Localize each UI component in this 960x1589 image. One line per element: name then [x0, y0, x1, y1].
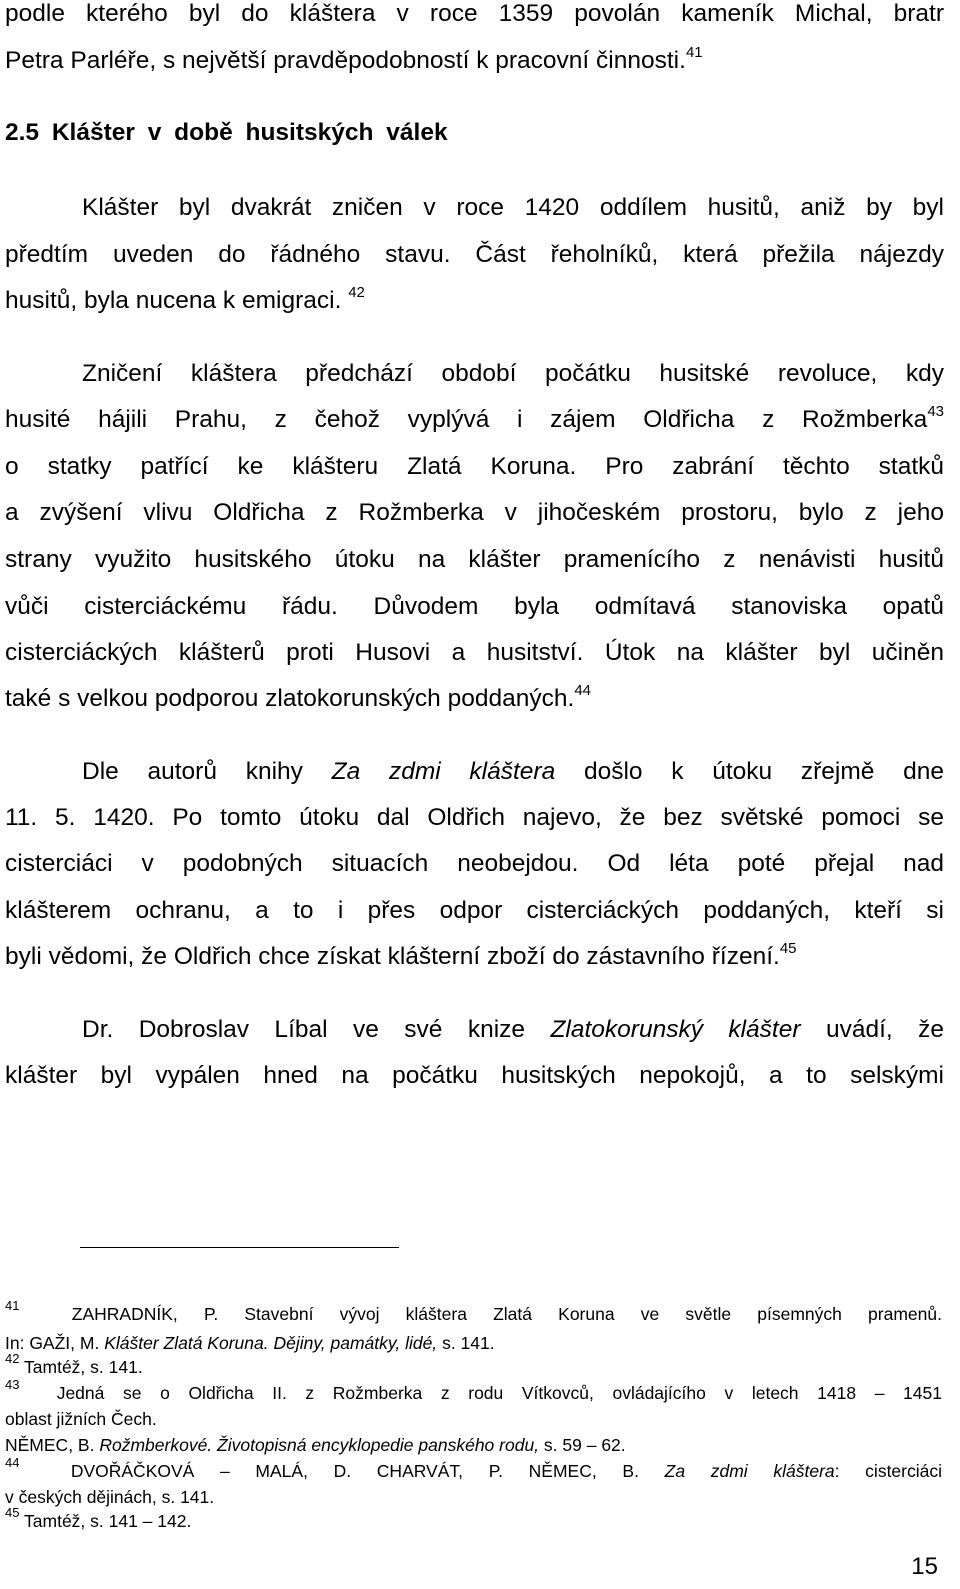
paragraph-3-line-1: Dle autorů knihy Za zdmi kláštera došlo k útoku zřejmě dne — [82, 758, 945, 785]
paragraph-3-line-5: byli vědomi, že Oldřich chce získat klášterní zboží do zástavního řízení.$^{45}$ — [5, 939, 797, 970]
footnote-ref-43[interactable]: 43 — [927, 402, 944, 420]
paragraph-2-line-5: strany využito husitského útoku na klášter pramenícího z nenávisti husitů — [5, 546, 944, 573]
top-paragraph-line-1: podle kterého byl do kláštera v roce 1359 povolán kameník Michal, bratr — [5, 0, 944, 27]
footnote-43-line-1: $^{43}$ Jedná se o Oldřicha II. z Rožmberka z rodu Vítkovců, ovládajícího v letech 1418 – 1451 — [5, 1377, 942, 1403]
paragraph-3-line-3: cisterciáci v podobných situacích neobejdou. Od léta poté přejal nad — [5, 850, 944, 877]
footnote-44-line-2: v českých dějinách, s. 141. — [5, 1487, 215, 1507]
footnote-number-45: 45 — [5, 1505, 20, 1521]
paragraph-2-line-2: husité hájili Prahu, z čehož vyplývá i zájem Oldřicha z Rožmberka$^{43}$ — [5, 402, 944, 433]
footnote-41-line-1: $^{41}$ ZAHRADNÍK, P. Stavební vývoj kláštera Zlatá Koruna ve světle písemných pramenů. — [5, 1298, 942, 1324]
footnote-45: $^{45}$ Tamtéž, s. 141 – 142. — [5, 1505, 192, 1531]
paragraph-4-line-1: Dr. Dobroslav Líbal ve své knize Zlatokorunský klášter uvádí, že — [82, 1016, 944, 1043]
section-heading: 2.5 Klášter v době husitských válek — [5, 119, 448, 146]
footnote-42: $^{42}$ Tamtéž, s. 141. — [5, 1351, 143, 1377]
paragraph-2-line-8: také s velkou podporou zlatokorunských poddaných.$^{44}$ — [5, 681, 591, 712]
paragraph-2-line-7: cisterciáckých klášterů proti Husovi a husitství. Útok na klášter byl učiněn — [5, 639, 944, 666]
top-paragraph-line-2: Petra Parléře, s největší pravděpodobností k pracovní činnosti.$^{41}$ — [5, 43, 703, 74]
paragraph-1-line-1: Klášter byl dvakrát zničen v roce 1420 oddílem husitů, aniž by byl — [82, 194, 944, 221]
footnote-44-line-1: $^{44}$ DVOŘÁČKOVÁ – MALÁ, D. CHARVÁT, P. NĚMEC, B. Za zdmi kláštera: cisterciáci — [5, 1455, 942, 1481]
footnote-43-line-3: NĚMEC, B. Rožmberkové. Životopisná encyklopedie panského rodu, s. 59 – 62. — [5, 1435, 626, 1455]
paragraph-1-line-2: předtím uveden do řádného stavu. Část řeholníků, která přežila nájezdy — [5, 241, 944, 268]
paragraph-3-line-4: klášterem ochranu, a to i přes odpor cisterciáckých poddaných, kteří si — [5, 897, 944, 924]
paragraph-1-line-3: husitů, byla nucena k emigraci. $^{42}$ — [5, 283, 365, 314]
footnote-number-41: 41 — [5, 1298, 20, 1314]
paragraph-2-line-4: a zvýšení vlivu Oldřicha z Rožmberka v jihočeském prostoru, bylo z jeho — [5, 499, 944, 526]
paragraph-2-line-1: Zničení kláštera předchází období počátku husitské revoluce, kdy — [82, 360, 944, 387]
footnote-separator — [80, 1247, 399, 1248]
paragraph-4-line-2: klášter byl vypálen hned na počátku husitských nepokojů, a to selskými — [5, 1062, 944, 1089]
footnote-ref-44[interactable]: 44 — [574, 681, 591, 699]
paragraph-3-line-2: 11. 5. 1420. Po tomto útoku dal Oldřich najevo, že bez světské pomoci se — [5, 804, 944, 831]
book-title-za-zdmi-klastera: Za zdmi kláštera — [331, 758, 556, 785]
footnote-ref-41[interactable]: 41 — [685, 43, 703, 61]
footnote-number-42: 42 — [5, 1351, 20, 1367]
paragraph-2-line-3: o statky patřící ke klášteru Zlatá Koruna. Pro zabrání těchto statků — [5, 453, 944, 480]
footnote-number-43: 43 — [5, 1377, 20, 1393]
footnote-ref-42[interactable]: 42 — [348, 283, 365, 301]
footnote-ref-45[interactable]: 45 — [779, 939, 797, 957]
page-number: 15 — [911, 1553, 938, 1580]
paragraph-2-line-6: vůči cisterciáckému řádu. Důvodem byla odmítavá stanoviska opatů — [5, 593, 944, 620]
footnote-number-44: 44 — [5, 1455, 20, 1471]
footnote-43-line-2: oblast jižních Čech. — [5, 1409, 157, 1429]
book-title-zlatokorunsky-klaster: Zlatokorunský klášter — [550, 1016, 801, 1043]
footnote-41-line-2: In: GAŽI, M. Klášter Zlatá Koruna. Dějiny, památky, lidé, s. 141. — [5, 1333, 495, 1353]
